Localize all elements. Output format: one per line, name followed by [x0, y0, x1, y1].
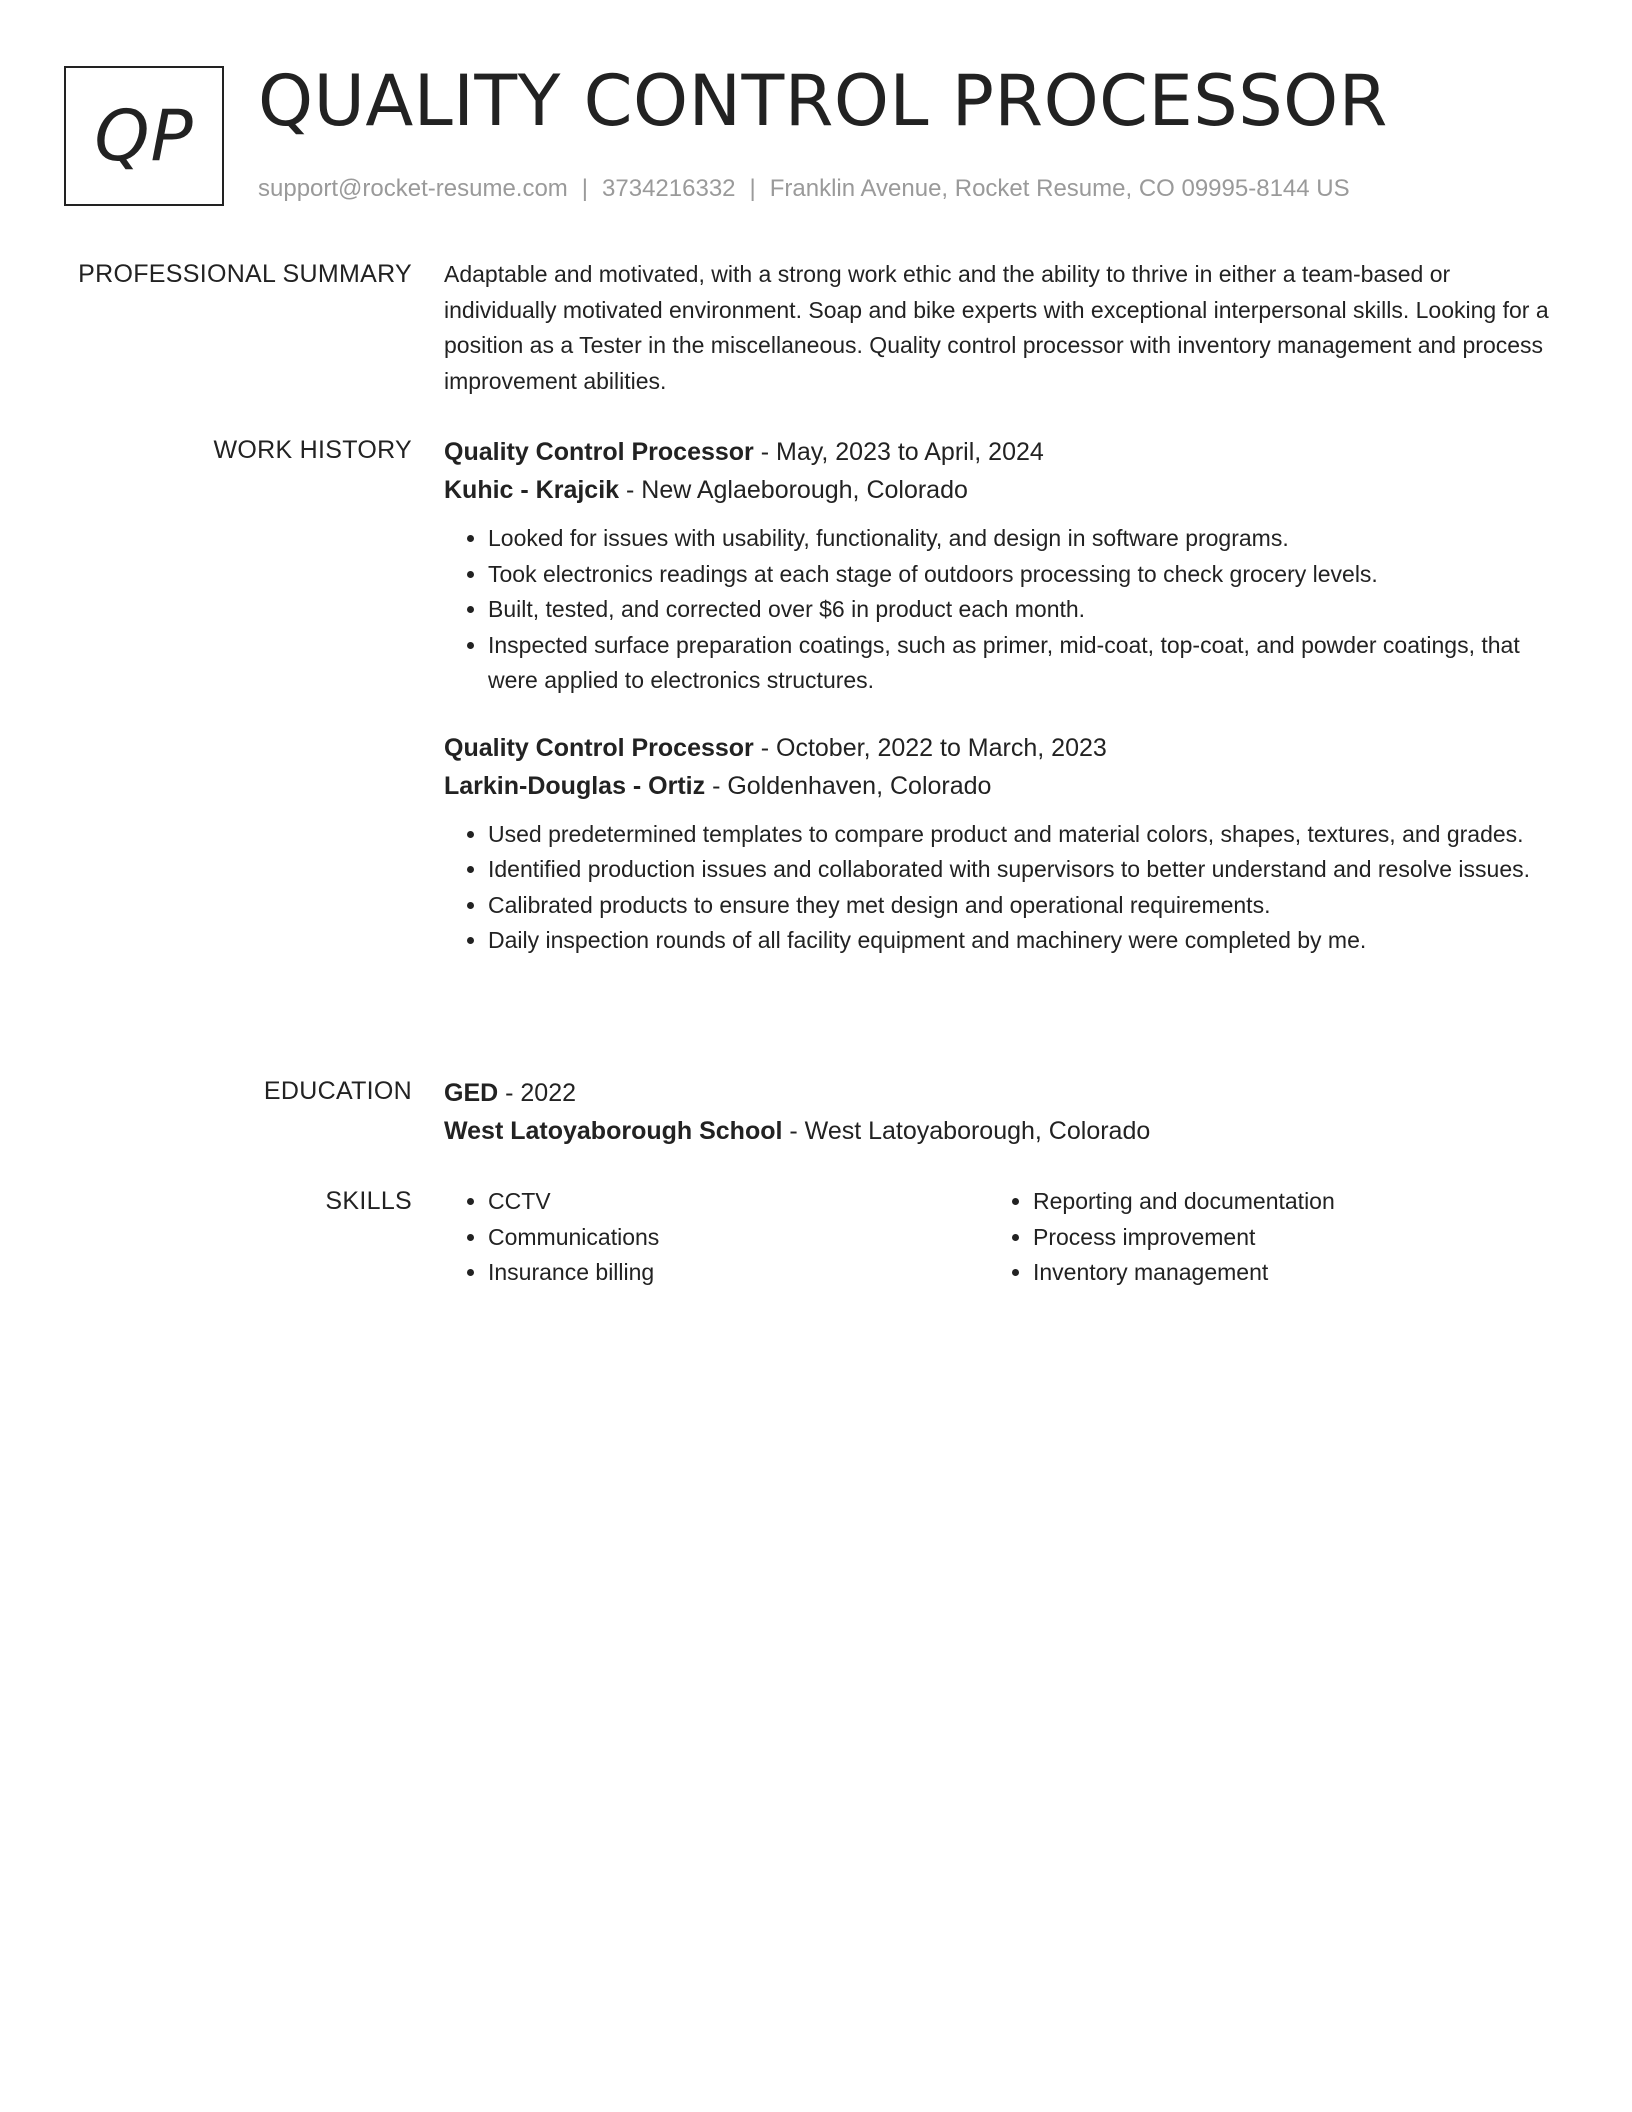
school-name: West Latoyaborough School	[444, 1117, 783, 1145]
job-company: Larkin-Douglas - Ortiz	[444, 771, 706, 800]
skill-item: • Inventory management	[1033, 1255, 1534, 1291]
job-duty: • Looked for issues with usability, functionality, and design in software programs.	[488, 521, 1564, 557]
contact-email[interactable]: support@rocket-resume.com	[258, 175, 568, 202]
graduation-year: - 2022	[498, 1079, 577, 1107]
skills-column-left	[444, 1184, 989, 1291]
monogram-box	[64, 66, 224, 206]
degree-line	[444, 1074, 1564, 1112]
job-duty: • Inspected surface preparation coatings, such as primer, mid-coat, top-coat, and powder coatings, that were applied to electronics structures.	[488, 628, 1564, 699]
skill-item: • Process improvement	[1033, 1220, 1534, 1256]
job-company-line	[444, 767, 1564, 805]
contact-address: Franklin Avenue, Rocket Resume, CO 09995-8144 US	[769, 175, 1350, 202]
job-entry	[444, 433, 1564, 699]
job-title: Quality Control Processor	[444, 733, 754, 762]
job-duties-list	[444, 817, 1564, 959]
job-entry	[444, 729, 1564, 959]
degree: GED	[444, 1079, 499, 1107]
job-dates: - October, 2022 to March, 2023	[753, 733, 1107, 762]
skills-columns	[444, 1184, 1564, 1291]
skills-list	[989, 1184, 1534, 1291]
job-duty: • Calibrated products to ensure they met design and operational requirements.	[488, 888, 1564, 924]
job-title: Quality Control Processor	[444, 438, 754, 466]
skills-list	[444, 1184, 989, 1291]
education-body	[444, 1074, 1564, 1150]
job-dates: - May, 2023 to April, 2024	[753, 438, 1044, 466]
summary-text: Adaptable and motivated, with a strong work ethic and the ability to thrive in either a team-based or individually motivated environment. Soap and bike experts with exceptional interpersonal skills. Looking for a position as a Tester in the miscellaneous. Quality control processor with inventory management and process improvement abilities.	[444, 261, 1549, 394]
job-duty: • Took electronics readings at each stage of outdoors processing to check grocery levels.	[488, 557, 1564, 593]
skill-item: • Communications	[488, 1220, 989, 1256]
school-line	[444, 1112, 1564, 1150]
job-location: - Goldenhaven, Colorado	[705, 771, 992, 800]
job-duty: • Built, tested, and corrected over $6 in product each month.	[488, 592, 1564, 628]
summary-heading: PROFESSIONAL SUMMARY	[78, 260, 412, 288]
skill-item: • Reporting and documentation	[1033, 1184, 1534, 1220]
job-title-line	[444, 729, 1564, 767]
work-history-body	[444, 433, 1564, 959]
contact-line	[258, 172, 1350, 206]
summary-body	[444, 257, 1564, 399]
work-history-heading: WORK HISTORY	[213, 436, 412, 464]
contact-phone[interactable]: 3734216332	[602, 175, 736, 202]
job-location: - New Aglaeborough, Colorado	[619, 476, 968, 504]
job-title-line	[444, 433, 1564, 471]
skill-item: • Insurance billing	[488, 1255, 989, 1291]
contact-separator: |	[749, 175, 756, 202]
skills-heading: SKILLS	[325, 1187, 412, 1215]
job-duties-list	[444, 521, 1564, 699]
skills-body	[444, 1184, 1564, 1291]
school-location: - West Latoyaborough, Colorado	[782, 1117, 1151, 1145]
job-duty: • Daily inspection rounds of all facility equipment and machinery were completed by me.	[488, 923, 1564, 959]
contact-separator: |	[581, 175, 589, 202]
resume-name: QUALITY CONTROL PROCESSOR	[258, 60, 1388, 142]
job-company-line	[444, 471, 1564, 509]
job-duty: • Used predetermined templates to compare product and material colors, shapes, textures, and grades.	[488, 817, 1564, 853]
education-heading: EDUCATION	[263, 1077, 412, 1105]
skill-item: • CCTV	[488, 1184, 989, 1220]
job-duty: • Identified production issues and collaborated with supervisors to better understand and resolve issues.	[488, 852, 1564, 888]
monogram-initials: QP	[94, 95, 194, 177]
job-company: Kuhic - Krajcik	[444, 476, 620, 504]
skills-column-right	[989, 1184, 1534, 1291]
